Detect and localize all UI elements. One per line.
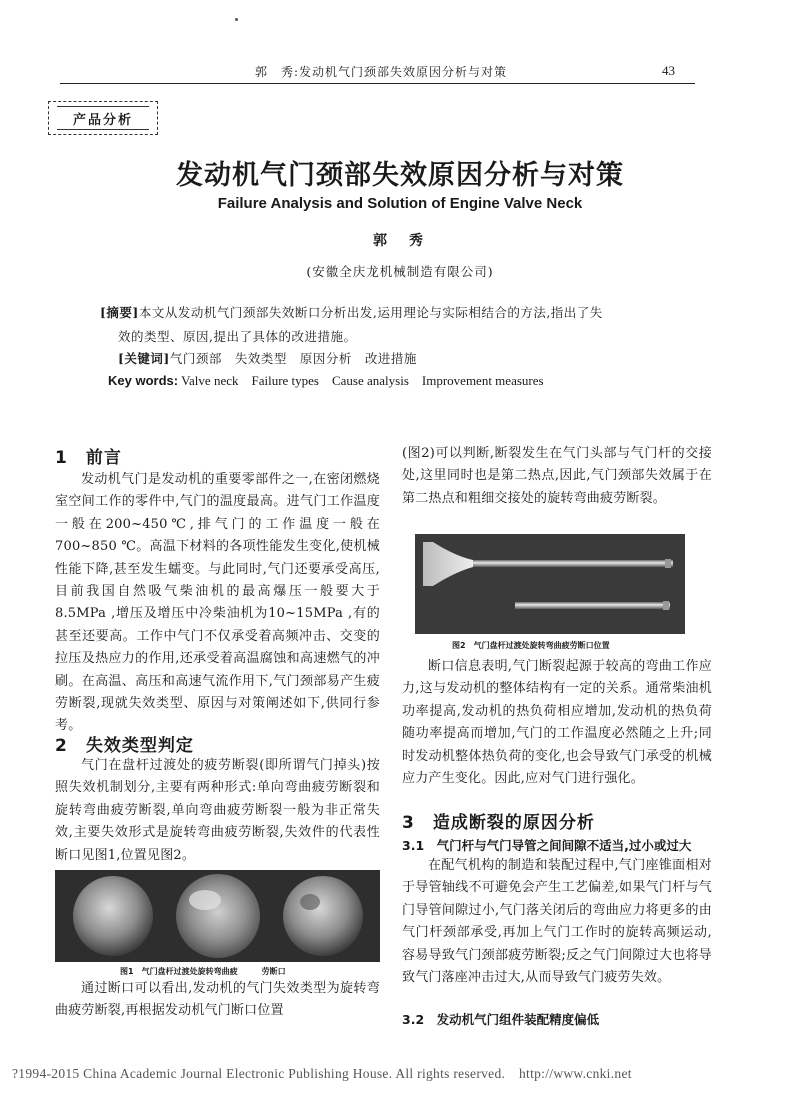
affiliation: (安徽全庆龙机械制造有限公司) bbox=[306, 264, 494, 279]
title-cn: 发动机气门颈部失效原因分析与对策 bbox=[176, 160, 624, 191]
section-3-2-title: 3.2 发动机气门组件装配精度偏低 bbox=[402, 1012, 600, 1027]
keywords-cn bbox=[118, 349, 417, 367]
section-tag-label: 产品分析 bbox=[57, 106, 149, 130]
header-rule bbox=[60, 83, 695, 84]
valve-stem-lower bbox=[515, 602, 670, 609]
col2-para-1: (图2)可以判断,断裂发生在气门头部与气门杆的交接处,这里同时也是第二热点,因此,气门颈部失效属于在第二热点和粗细交接处的旋转弯曲疲劳断裂。 bbox=[402, 446, 712, 506]
section-1-title: 1 前言 bbox=[55, 448, 122, 468]
keywords-cn-text: 气门颈部 失效类型 原因分析 改进措施 bbox=[169, 351, 417, 366]
figure-1-image bbox=[55, 870, 380, 962]
fracture-1 bbox=[73, 876, 153, 956]
keywords-en-text: Valve neck Failure types Cause analysis Improvement measures bbox=[178, 373, 544, 388]
abstract-line-1 bbox=[100, 301, 680, 325]
fracture-3 bbox=[283, 876, 363, 956]
section-1-rest: 闭燃烧室空间工作的零件中,气门的温度最高。进气门工作温度一般在200~450℃,排气门的工作温度一般在700~850 ℃。高温下材料的各项性能发生变化,使机械性能下降,甚至发生蠕变。与此同时,气门还要承受高压,目前我国自然吸气柴油机的最高爆压一般要大于8.5MPa ,增压及增压中冷柴油机为10~15MPa ,有的甚至还要高。工作中气门不仅承受着高频冲击、交变的拉压及热应力的作用,还承受着高温腐蚀和高速燃气的冲刷。在高温、高压和高速气流作用下,气门颈部易产生疲劳断裂,现就失效类型、原因与对策阐述如下,供同行参考。 bbox=[55, 472, 380, 734]
figure-1-caption: 图1 气门盘杆过渡处旋转弯曲疲 劳断口 bbox=[120, 967, 286, 976]
keywords-en bbox=[108, 370, 544, 389]
running-title: 郭 秀:发动机气门颈部失效原因分析与对策 bbox=[255, 65, 508, 79]
section-3-1-para: 在配气机构的制造和装配过程中,气门座锥面相对于导管轴线不可避免会产生工艺偏差,如果气门杆与气门导管间隙过小,气门落关闭后的弯曲应力将更多的由气门杆颈部承受,再加上气门工作时的旋转高频运动,容易导致气门颈部疲劳断裂;反之气门间隙过大也将导致气门落座冲击过大,从而导致气门疲劳失效。 bbox=[402, 858, 712, 986]
keywords-cn-label: [关键词] bbox=[118, 351, 170, 366]
abstract bbox=[100, 301, 680, 349]
fracture-surfaces-illustration bbox=[55, 870, 380, 962]
abstract-text-1: 本文从发动机气门颈部失效断口分析出发,运用理论与实际相结合的方法,指出了失 bbox=[138, 305, 603, 320]
section-tag-box bbox=[48, 101, 158, 135]
keywords-en-label: Key words: bbox=[108, 373, 179, 388]
valves-illustration bbox=[415, 534, 685, 634]
footer-copyright: ?1994-2015 China Academic Journal Electronic Publishing House. All rights reserved. http://www.cnki.net bbox=[12, 1066, 632, 1081]
section-3-title: 3 造成断裂的原因分析 bbox=[402, 813, 595, 833]
scan-speck bbox=[235, 18, 238, 21]
figure-2-caption: 图2 气门盘杆过渡处旋转弯曲疲劳断口位置 bbox=[452, 641, 610, 650]
section-1-line-1: 发动机气门是发动机的重要零部件之一,在密 bbox=[81, 472, 340, 487]
section-2-para-1: 气门在盘杆过渡处的疲劳断裂(即所谓气门掉头)按照失效机制划分,主要有两种形式:单向弯曲疲劳断裂和旋转弯曲疲劳断裂,单向弯曲疲劳断裂一般为非正常失效,主要失效形式是旋转弯曲疲劳断裂,失效件的代表性断口见图1,位置见图2。 bbox=[55, 758, 380, 863]
title-en: Failure Analysis and Solution of Engine Valve Neck bbox=[217, 195, 583, 212]
page-number: 43 bbox=[662, 63, 675, 78]
fracture-2 bbox=[176, 874, 260, 958]
section-3-1-title: 3.1 气门杆与气门导管之间间隙不适当,过小或过大 bbox=[402, 838, 692, 853]
figure-2-image bbox=[415, 534, 685, 634]
section-2-title: 2 失效类型判定 bbox=[55, 736, 194, 756]
author: 郭 秀 bbox=[373, 233, 427, 249]
abstract-line-2: 效的类型、原因,提出了具体的改进措施。 bbox=[118, 329, 357, 344]
valve-stem-upper bbox=[473, 560, 673, 567]
section-1-para bbox=[55, 469, 380, 738]
col2-para-2: 断口信息表明,气门断裂起源于较高的弯曲工作应力,这与发动机的整体结构有一定的关系。通常柴油机功率提高,发动机的热负荷相应增加,发动机的热负荷随功率提高而增加,气门的工作温度必然随之上升;同时发动机整体热负荷的变化,也会导致气门承受的机械应力产生变化。因此,应对气门进行强化。 bbox=[402, 659, 712, 787]
abstract-label: [摘要] bbox=[100, 305, 139, 320]
section-2-para-2: 通过断口可以看出,发动机的气门失效类型为旋转弯曲疲劳断裂,再根据发动机气门断口位置 bbox=[55, 981, 380, 1019]
